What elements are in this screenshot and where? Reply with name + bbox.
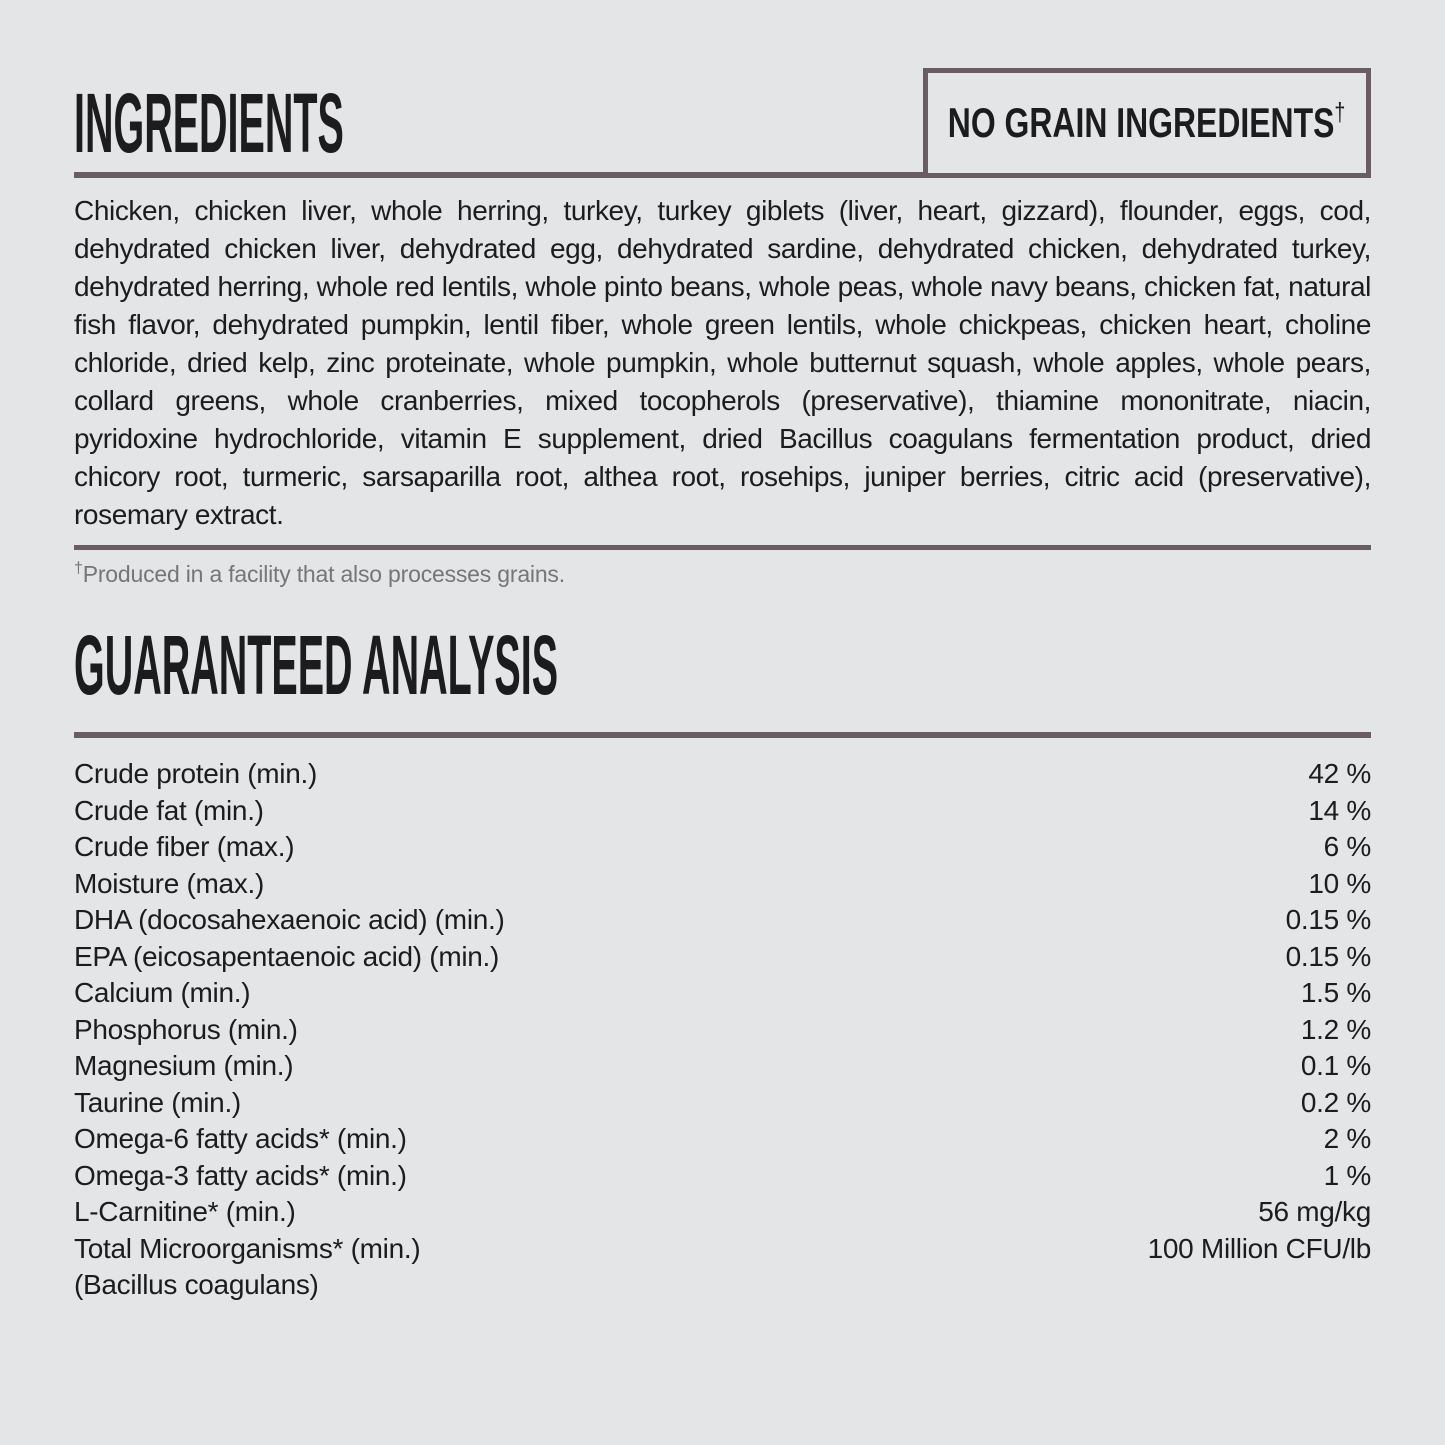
analysis-row <box>74 756 1371 793</box>
analysis-row <box>74 1121 1371 1158</box>
analysis-row <box>74 1048 1371 1085</box>
ingredients-bottom-rule <box>74 545 1371 550</box>
no-grain-badge-label: NO GRAIN INGREDIENTS <box>948 99 1335 146</box>
analysis-row-value: 0.15 % <box>1285 940 1371 972</box>
analysis-row-label: Omega-6 fatty acids* (min.) <box>74 1123 407 1154</box>
ingredients-title: INGREDIENTS <box>74 76 344 171</box>
analysis-row-label: Crude fiber (max.) <box>74 831 295 862</box>
analysis-row-value: 100 Million CFU/lb <box>1147 1232 1371 1264</box>
analysis-row <box>74 1012 1371 1049</box>
analysis-row-label: Taurine (min.) <box>74 1086 241 1118</box>
analysis-row-label: Crude protein (min.) <box>74 758 317 789</box>
analysis-row-value: 1 % <box>1323 1159 1371 1191</box>
analysis-row <box>74 1231 1371 1268</box>
analysis-row-value: 0.2 % <box>1300 1086 1371 1118</box>
analysis-row-label: (Bacillus coagulans) <box>74 1269 319 1300</box>
analysis-row-value: 1.2 % <box>1300 1013 1371 1045</box>
analysis-row-value: 0.15 % <box>1285 904 1371 935</box>
analysis-row <box>74 1267 1371 1304</box>
analysis-row-value: 42 % <box>1308 758 1371 789</box>
analysis-row-label: Crude fat (min.) <box>74 794 264 826</box>
analysis-row-label: DHA (docosahexaenoic acid) (min.) <box>74 904 505 935</box>
ingredients-header <box>74 68 1371 178</box>
grain-footnote-dagger: † <box>74 560 83 577</box>
analysis-row-label: Moisture (max.) <box>74 867 264 899</box>
analysis-row <box>74 1085 1371 1122</box>
analysis-row-label: Total Microorganisms* (min.) <box>74 1232 421 1264</box>
grain-footnote-text: Produced in a facility that also processes grains. <box>82 561 565 587</box>
analysis-row-value: 10 % <box>1308 867 1371 899</box>
analysis-row-value: 14 % <box>1308 794 1371 826</box>
analysis-row <box>74 793 1371 830</box>
analysis-row <box>74 939 1371 976</box>
no-grain-badge-dagger: † <box>1334 97 1346 127</box>
analysis-row <box>74 1194 1371 1231</box>
analysis-row <box>74 902 1371 939</box>
guaranteed-analysis-rule <box>74 732 1371 738</box>
guaranteed-analysis-title: GUARANTEED ANALYSIS <box>74 618 559 713</box>
analysis-row <box>74 829 1371 866</box>
analysis-row-value: 6 % <box>1323 831 1371 862</box>
grain-footnote <box>74 561 1371 588</box>
analysis-row <box>74 1158 1371 1195</box>
analysis-row-label: Omega-3 fatty acids* (min.) <box>74 1159 407 1191</box>
analysis-row-value: 0.1 % <box>1300 1050 1371 1081</box>
guaranteed-analysis-table <box>74 756 1371 1304</box>
analysis-row-value: 2 % <box>1323 1123 1371 1154</box>
guaranteed-analysis-header <box>74 618 1371 738</box>
analysis-row-value: 56 mg/kg <box>1258 1196 1371 1227</box>
no-grain-badge-text <box>948 99 1346 147</box>
analysis-row-label: Calcium (min.) <box>74 977 251 1008</box>
analysis-row <box>74 975 1371 1012</box>
analysis-row <box>74 866 1371 903</box>
analysis-row-label: Magnesium (min.) <box>74 1050 294 1081</box>
ingredients-paragraph: Chicken, chicken liver, whole herring, turkey, turkey giblets (liver, heart, gizzard), flounder, eggs, cod, dehydrated chicken liver, dehydrated egg, dehydrated sardine, dehydrated chicken, dehydrated turkey, dehydrated herring, whole red lentils, whole pinto beans, whole peas, whole navy beans, chicken fat, natural fish flavor, dehydrated pumpkin, lentil fiber, whole green lentils, whole chickpeas, chicken heart, choline chloride, dried kelp, zinc proteinate, whole pumpkin, whole butternut squash, whole apples, whole pears, collard greens, whole cranberries, mixed tocopherols (preservative), thiamine mononitrate, niacin, pyridoxine hydrochloride, vitamin E supplement, dried Bacillus coagulans fermentation product, dried chicory root, turmeric, sarsaparilla root, althea root, rosehips, juniper berries, citric acid (preservative), rosemary extract. <box>74 195 1371 530</box>
no-grain-badge <box>923 68 1371 178</box>
analysis-row-value: 1.5 % <box>1300 977 1371 1008</box>
analysis-row-label: L-Carnitine* (min.) <box>74 1196 296 1227</box>
ingredients-title-rule <box>74 172 923 178</box>
analysis-row-label: EPA (eicosapentaenoic acid) (min.) <box>74 940 500 972</box>
analysis-row-label: Phosphorus (min.) <box>74 1013 298 1045</box>
